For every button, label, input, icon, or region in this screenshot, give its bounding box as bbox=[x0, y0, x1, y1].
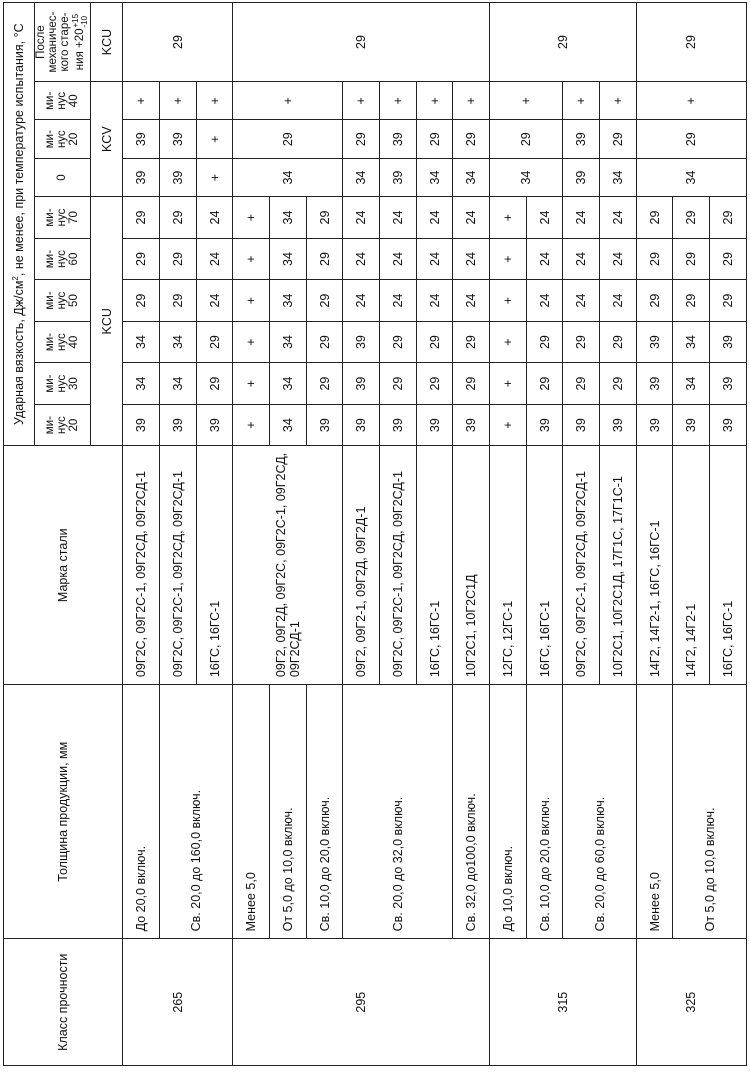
kcu-m20-cell: 39 bbox=[673, 404, 710, 446]
kcu-m20-cell: 39 bbox=[196, 404, 233, 446]
thickness-cell: До 20,0 включ. bbox=[123, 685, 160, 939]
header-impact-rest: , не менее, при температуре испытания, °С bbox=[11, 23, 26, 277]
header-temp-m30: ми-нус 30 bbox=[34, 363, 90, 405]
kcu-m20-cell: 39 bbox=[636, 404, 673, 446]
table-row bbox=[233, 3, 270, 1066]
kcv-0-cell: 34 bbox=[416, 158, 453, 196]
kcu-m70-cell: 29 bbox=[636, 197, 673, 239]
kcv-m20-cell: 29 bbox=[233, 120, 343, 158]
kcu-m30-cell: 34 bbox=[123, 363, 160, 405]
kcv-m20-cell: 29 bbox=[490, 120, 563, 158]
aging-cell: 29 bbox=[233, 3, 490, 82]
header-temp-v-m20: ми-нус 20 bbox=[34, 120, 90, 158]
kcu-m60-cell: 29 bbox=[673, 238, 710, 280]
steel-cell: 10Г2С1, 10Г2С1Д, 17Г1С, 17Г1С-1 bbox=[600, 446, 637, 685]
thickness-cell: Св. 10,0 до 20,0 включ. bbox=[306, 685, 343, 939]
kcu-m30-cell: 29 bbox=[306, 363, 343, 405]
kcu-m60-cell: 24 bbox=[563, 238, 600, 280]
kcu-m70-cell: 34 bbox=[270, 197, 307, 239]
kcu-m40-cell: 34 bbox=[123, 321, 160, 363]
kcu-m40-cell: 29 bbox=[196, 321, 233, 363]
kcu-m60-cell: + bbox=[490, 238, 527, 280]
kcu-m50-cell: 24 bbox=[380, 280, 417, 322]
kcu-m20-cell: 39 bbox=[526, 404, 563, 446]
kcu-m70-cell: 29 bbox=[123, 197, 160, 239]
kcu-m50-cell: 29 bbox=[160, 280, 197, 322]
steel-cell: 09Г2С, 09Г2С-1, 09Г2СД, 09Г2СД-1 bbox=[160, 446, 197, 685]
table-row bbox=[636, 3, 673, 1066]
impact-strength-table bbox=[3, 2, 747, 1066]
kcu-m60-cell: 24 bbox=[600, 238, 637, 280]
kcu-m30-cell: + bbox=[233, 363, 270, 405]
kcv-m20-cell: + bbox=[196, 120, 233, 158]
kcv-m40-cell: + bbox=[563, 82, 600, 120]
header-kcv: KCV bbox=[90, 82, 123, 197]
kcu-m50-cell: 24 bbox=[343, 280, 380, 322]
kcu-m60-cell: 29 bbox=[710, 238, 747, 280]
kcu-m30-cell: 39 bbox=[710, 363, 747, 405]
kcu-m70-cell: 24 bbox=[600, 197, 637, 239]
thickness-cell: От 5,0 до 10,0 включ. bbox=[673, 685, 747, 939]
steel-cell: 09Г2С, 09Г2С-1, 09Г2СД, 09Г2СД-1 bbox=[123, 446, 160, 685]
kcv-m40-cell: + bbox=[160, 82, 197, 120]
kcv-m40-cell: + bbox=[600, 82, 637, 120]
steel-cell: 16ГС, 16ГС-1 bbox=[416, 446, 453, 685]
thickness-cell: Св. 20,0 до 160,0 включ. bbox=[160, 685, 233, 939]
kcu-m20-cell: 34 bbox=[270, 404, 307, 446]
kcu-m40-cell: 34 bbox=[673, 321, 710, 363]
kcu-m50-cell: + bbox=[233, 280, 270, 322]
kcu-m70-cell: 24 bbox=[526, 197, 563, 239]
kcu-m60-cell: 24 bbox=[416, 238, 453, 280]
kcu-m50-cell: 29 bbox=[673, 280, 710, 322]
kcu-m40-cell: 34 bbox=[160, 321, 197, 363]
kcu-m20-cell: 39 bbox=[306, 404, 343, 446]
steel-cell: 14Г2, 14Г2-1, 16ГС, 16ГС-1 bbox=[636, 446, 673, 685]
kcu-m50-cell: 24 bbox=[563, 280, 600, 322]
kcv-m40-cell: + bbox=[123, 82, 160, 120]
kcu-m30-cell: 29 bbox=[600, 363, 637, 405]
kcu-m70-cell: 29 bbox=[710, 197, 747, 239]
kcu-m50-cell: 29 bbox=[306, 280, 343, 322]
kcu-m60-cell: 29 bbox=[160, 238, 197, 280]
kcv-m40-cell: + bbox=[636, 82, 746, 120]
steel-cell: 09Г2, 09Г2-1, 09Г2Д, 09Г2Д-1 bbox=[343, 446, 380, 685]
kcu-m60-cell: 34 bbox=[270, 238, 307, 280]
kcu-m40-cell: 29 bbox=[453, 321, 490, 363]
kcu-m20-cell: + bbox=[233, 404, 270, 446]
kcu-m60-cell: 24 bbox=[453, 238, 490, 280]
kcv-0-cell: 39 bbox=[563, 158, 600, 196]
kcu-m50-cell: 24 bbox=[453, 280, 490, 322]
kcv-m40-cell: + bbox=[380, 82, 417, 120]
class-cell: 295 bbox=[233, 939, 490, 1066]
header-impact-exp: 2 bbox=[10, 276, 20, 281]
kcu-m20-cell: 39 bbox=[416, 404, 453, 446]
header-class: Класс прочности bbox=[4, 939, 123, 1066]
aging-cell: 29 bbox=[490, 3, 637, 82]
kcu-m50-cell: 29 bbox=[710, 280, 747, 322]
steel-cell: 09Г2С, 09Г2С-1, 09Г2СД, 09Г2СД-1 bbox=[563, 446, 600, 685]
kcu-m70-cell: 24 bbox=[416, 197, 453, 239]
kcu-m40-cell: 29 bbox=[526, 321, 563, 363]
kcu-m40-cell: 34 bbox=[270, 321, 307, 363]
kcv-m40-cell: + bbox=[233, 82, 343, 120]
steel-cell: 16ГС, 16ГС-1 bbox=[710, 446, 747, 685]
kcu-m40-cell: 29 bbox=[306, 321, 343, 363]
kcu-m20-cell: 39 bbox=[380, 404, 417, 446]
kcv-m20-cell: 39 bbox=[160, 120, 197, 158]
kcu-m20-cell: 39 bbox=[343, 404, 380, 446]
table-row bbox=[453, 3, 490, 1066]
kcu-m20-cell: + bbox=[490, 404, 527, 446]
kcu-m50-cell: 29 bbox=[123, 280, 160, 322]
kcu-m30-cell: 29 bbox=[453, 363, 490, 405]
header-temp-m60: ми-нус 60 bbox=[34, 238, 90, 280]
header-temp-m50: ми-нус 50 bbox=[34, 280, 90, 322]
kcu-m60-cell: 24 bbox=[380, 238, 417, 280]
kcv-m20-cell: 29 bbox=[343, 120, 380, 158]
kcu-m50-cell: 24 bbox=[416, 280, 453, 322]
kcu-m70-cell: + bbox=[233, 197, 270, 239]
header-aging-text: После механичес-кого старе-ния +20 bbox=[35, 11, 87, 73]
kcu-m50-cell: 34 bbox=[270, 280, 307, 322]
class-cell: 325 bbox=[636, 939, 746, 1066]
kcu-m40-cell: 39 bbox=[636, 321, 673, 363]
kcv-0-cell: 39 bbox=[160, 158, 197, 196]
class-cell: 265 bbox=[123, 939, 233, 1066]
kcu-m40-cell: + bbox=[490, 321, 527, 363]
kcu-m30-cell: 34 bbox=[160, 363, 197, 405]
table-row bbox=[563, 3, 600, 1066]
kcu-m30-cell: 34 bbox=[270, 363, 307, 405]
kcu-m20-cell: 39 bbox=[710, 404, 747, 446]
kcu-m30-cell: 34 bbox=[673, 363, 710, 405]
kcv-m40-cell: + bbox=[416, 82, 453, 120]
thickness-cell: Св. 32,0 до100,0 включ. bbox=[453, 685, 490, 939]
kcv-m20-cell: 29 bbox=[636, 120, 746, 158]
kcu-m60-cell: + bbox=[233, 238, 270, 280]
kcv-m40-cell: + bbox=[490, 82, 563, 120]
kcu-m30-cell: 39 bbox=[636, 363, 673, 405]
table-row bbox=[160, 3, 197, 1066]
steel-cell: 10Г2С1, 10Г2С1Д bbox=[453, 446, 490, 685]
kcv-0-cell: 34 bbox=[600, 158, 637, 196]
kcv-0-cell: 34 bbox=[453, 158, 490, 196]
header-aging-up: +15 bbox=[71, 13, 81, 28]
thickness-cell: Менее 5,0 bbox=[233, 685, 270, 939]
kcu-m30-cell: 29 bbox=[196, 363, 233, 405]
kcu-m70-cell: 24 bbox=[453, 197, 490, 239]
header-temp-m70: ми-нус 70 bbox=[34, 197, 90, 239]
steel-cell: 16ГС, 16ГС-1 bbox=[196, 446, 233, 685]
thickness-cell: До 10,0 включ. bbox=[490, 685, 527, 939]
thickness-cell: Св. 10,0 до 20,0 включ. bbox=[526, 685, 563, 939]
kcu-m50-cell: + bbox=[490, 280, 527, 322]
header-aging-down: -10 bbox=[80, 15, 90, 28]
header-aging-tolerance bbox=[71, 14, 89, 28]
header-temp-v-m40: ми-нус 40 bbox=[34, 82, 90, 120]
kcu-m20-cell: 39 bbox=[563, 404, 600, 446]
header-aging bbox=[34, 3, 90, 82]
header-steel: Марка стали bbox=[4, 446, 123, 685]
kcv-0-cell: 34 bbox=[490, 158, 563, 196]
steel-cell: 16ГС, 16ГС-1 bbox=[526, 446, 563, 685]
kcv-m20-cell: 29 bbox=[416, 120, 453, 158]
kcu-m40-cell: 39 bbox=[710, 321, 747, 363]
kcu-m60-cell: 24 bbox=[526, 238, 563, 280]
kcu-m60-cell: 29 bbox=[123, 238, 160, 280]
kcu-m70-cell: 24 bbox=[563, 197, 600, 239]
header-temp-m20: ми-нус 20 bbox=[34, 404, 90, 446]
header-kcu: KCU bbox=[90, 197, 123, 446]
kcv-m20-cell: 39 bbox=[123, 120, 160, 158]
kcu-m40-cell: 29 bbox=[416, 321, 453, 363]
kcu-m70-cell: 29 bbox=[673, 197, 710, 239]
kcv-0-cell: + bbox=[196, 158, 233, 196]
kcu-m70-cell: 24 bbox=[343, 197, 380, 239]
kcu-m70-cell: 24 bbox=[380, 197, 417, 239]
kcu-m50-cell: 24 bbox=[600, 280, 637, 322]
kcu-m20-cell: 39 bbox=[600, 404, 637, 446]
kcu-m50-cell: 24 bbox=[526, 280, 563, 322]
kcu-m60-cell: 29 bbox=[636, 238, 673, 280]
aging-cell: 29 bbox=[636, 3, 746, 82]
thickness-cell: Св. 20,0 до 60,0 включ. bbox=[563, 685, 636, 939]
kcu-m70-cell: 29 bbox=[160, 197, 197, 239]
kcv-m20-cell: 29 bbox=[453, 120, 490, 158]
thickness-cell: От 5,0 до 10,0 включ. bbox=[270, 685, 307, 939]
kcu-m60-cell: 24 bbox=[196, 238, 233, 280]
kcu-m40-cell: 29 bbox=[563, 321, 600, 363]
header-temp-m40: ми-нус 40 bbox=[34, 321, 90, 363]
kcu-m40-cell: 29 bbox=[600, 321, 637, 363]
kcu-m30-cell: 29 bbox=[526, 363, 563, 405]
steel-cell: 09Г2С, 09Г2С-1, 09Г2СД, 09Г2СД-1 bbox=[380, 446, 417, 685]
kcu-m20-cell: 39 bbox=[123, 404, 160, 446]
thickness-cell: Менее 5,0 bbox=[636, 685, 673, 939]
aging-cell: 29 bbox=[123, 3, 233, 82]
steel-cell: 12ГС, 12ГС-1 bbox=[490, 446, 527, 685]
header-impact-main: Ударная вязкость, Дж/см bbox=[11, 280, 26, 425]
kcu-m40-cell: + bbox=[233, 321, 270, 363]
steel-cell: 14Г2, 14Г2-1 bbox=[673, 446, 710, 685]
kcu-m30-cell: 39 bbox=[343, 363, 380, 405]
kcv-0-cell: 39 bbox=[123, 158, 160, 196]
class-cell: 315 bbox=[490, 939, 637, 1066]
kcu-m30-cell: + bbox=[490, 363, 527, 405]
kcu-m20-cell: 39 bbox=[160, 404, 197, 446]
kcu-m40-cell: 39 bbox=[343, 321, 380, 363]
kcv-0-cell: 34 bbox=[636, 158, 746, 196]
kcu-m30-cell: 29 bbox=[416, 363, 453, 405]
kcv-m20-cell: 29 bbox=[600, 120, 637, 158]
kcu-m20-cell: 39 bbox=[453, 404, 490, 446]
kcu-m60-cell: 29 bbox=[306, 238, 343, 280]
steel-cell: 09Г2, 09Г2Д, 09Г2С, 09Г2С-1, 09Г2СД, 09Г2СД-1 bbox=[233, 446, 343, 685]
kcu-m70-cell: 29 bbox=[306, 197, 343, 239]
kcv-m40-cell: + bbox=[343, 82, 380, 120]
kcv-0-cell: 34 bbox=[233, 158, 343, 196]
thickness-cell: Св. 20,0 до 32,0 включ. bbox=[343, 685, 453, 939]
header-kcu-aging: KCU bbox=[90, 3, 123, 82]
kcv-m20-cell: 39 bbox=[380, 120, 417, 158]
kcu-m40-cell: 29 bbox=[380, 321, 417, 363]
kcv-m20-cell: 39 bbox=[563, 120, 600, 158]
kcu-m50-cell: 29 bbox=[636, 280, 673, 322]
kcu-m30-cell: 29 bbox=[563, 363, 600, 405]
kcu-m70-cell: + bbox=[490, 197, 527, 239]
table-row bbox=[343, 3, 380, 1066]
kcv-m40-cell: + bbox=[196, 82, 233, 120]
kcv-m40-cell: + bbox=[453, 82, 490, 120]
header-temp-0: 0 bbox=[34, 158, 90, 196]
kcu-m60-cell: 24 bbox=[343, 238, 380, 280]
kcv-0-cell: 34 bbox=[343, 158, 380, 196]
table-row bbox=[123, 3, 160, 1066]
kcu-m30-cell: 29 bbox=[380, 363, 417, 405]
header-thickness: Толщина продукции, мм bbox=[4, 685, 123, 939]
table-row bbox=[490, 3, 527, 1066]
kcu-m50-cell: 24 bbox=[196, 280, 233, 322]
header-impact bbox=[4, 3, 35, 446]
kcu-m70-cell: 24 bbox=[196, 197, 233, 239]
kcv-0-cell: 39 bbox=[380, 158, 417, 196]
